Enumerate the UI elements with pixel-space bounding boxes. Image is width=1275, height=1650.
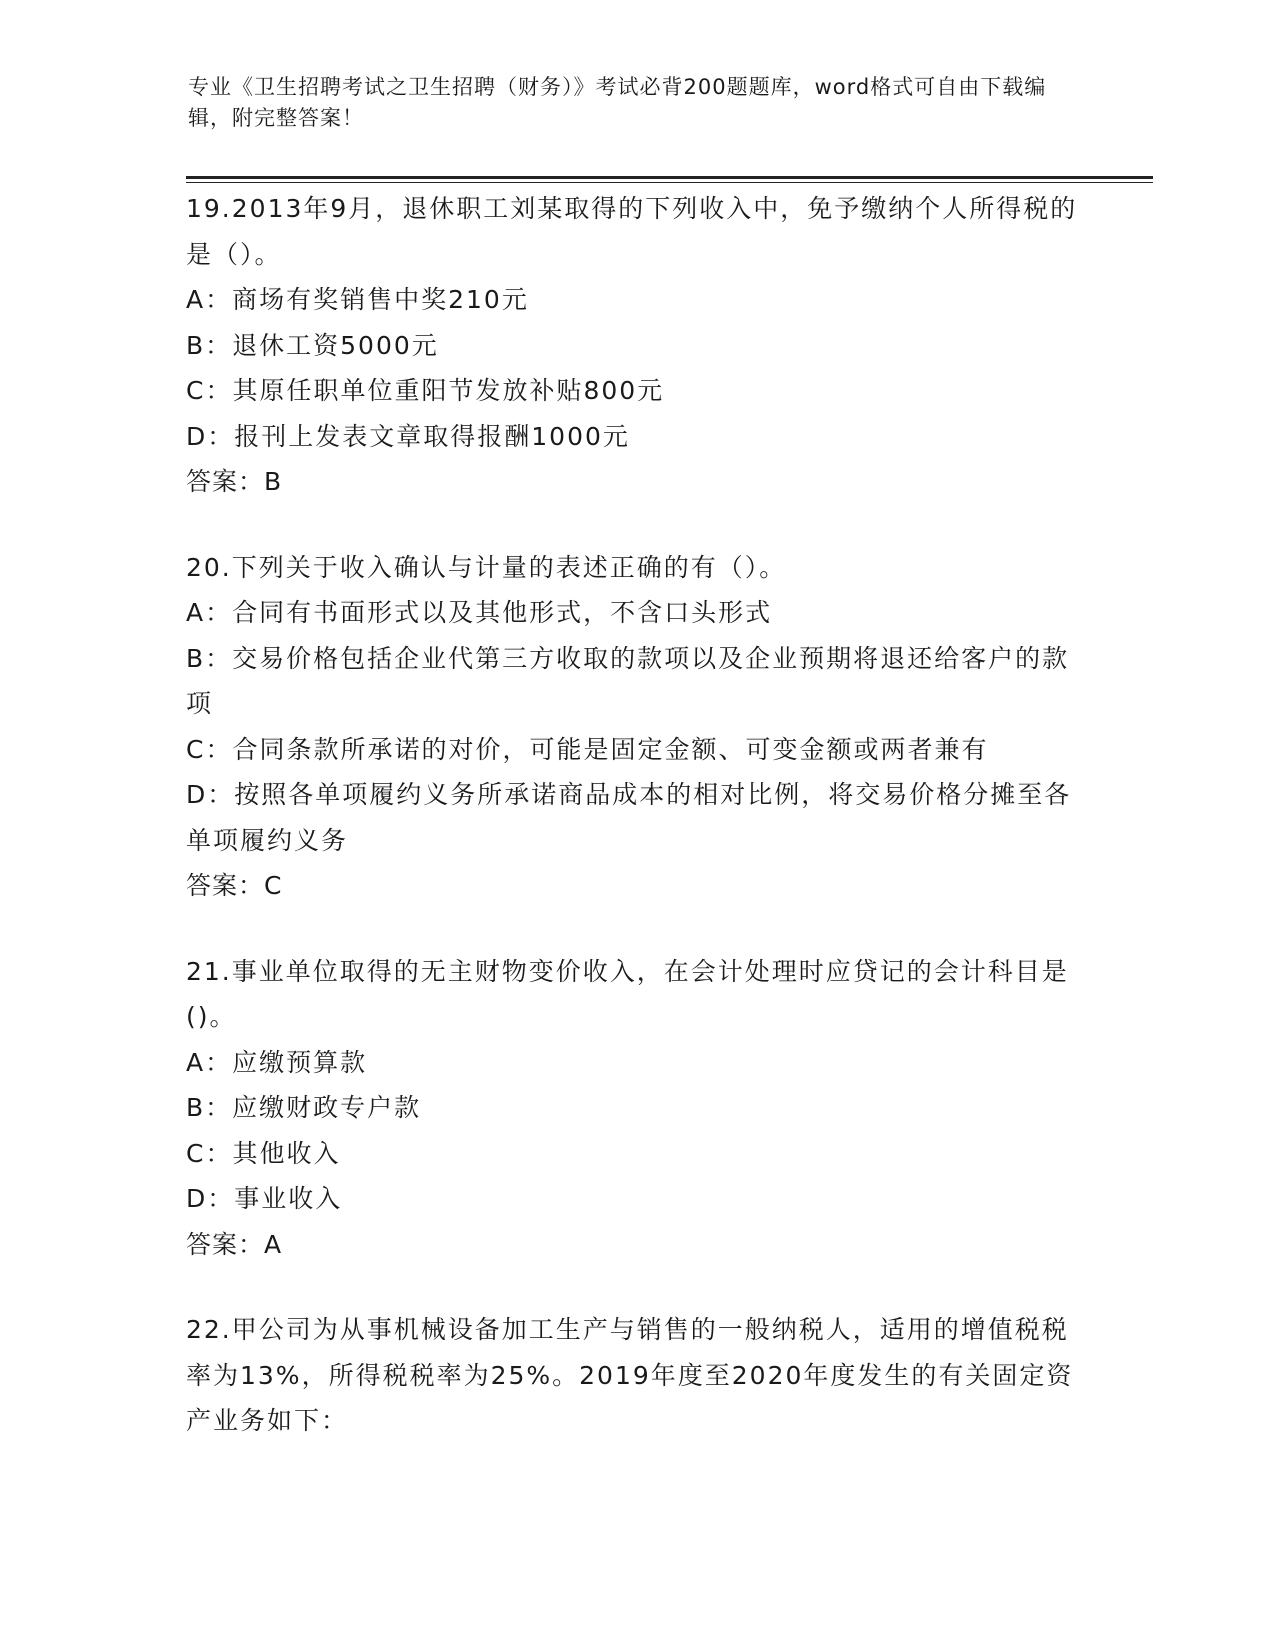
option-a: A：应缴预算款 bbox=[186, 1047, 368, 1077]
header-divider-thin bbox=[186, 182, 1153, 183]
option-b: B：应缴财政专户款 bbox=[186, 1093, 422, 1122]
option-c: C：其原任职单位重阳节发放补贴800元 bbox=[186, 376, 665, 405]
option-c: C：其他收入 bbox=[186, 1138, 341, 1168]
question-stem: 21.事业单位取得的无主财物变价收入，在会计处理时应贷记的会计科目是()。 bbox=[186, 956, 1069, 1031]
document-header bbox=[188, 72, 1068, 134]
question-stem: 19.2013年9月，退休职工刘某取得的下列收入中，免予缴纳个人所得税的是（）。 bbox=[186, 194, 1078, 269]
option-d: D：事业收入 bbox=[186, 1184, 343, 1213]
question-21 bbox=[186, 949, 1091, 1268]
answer-line: 答案：A bbox=[186, 1229, 283, 1259]
header-divider-thick bbox=[186, 176, 1153, 179]
option-b: B：退休工资5000元 bbox=[186, 330, 439, 360]
answer-line: 答案：C bbox=[186, 871, 283, 900]
question-stem: 22.甲公司为从事机械设备加工生产与销售的一般纳税人，适用的增值税税率为13%，所得税税率为25%。2019年度至2020年度发生的有关固定资产业务如下： bbox=[186, 1315, 1074, 1435]
option-a: A：合同有书面形式以及其他形式，不含口头形式 bbox=[186, 598, 773, 627]
option-d: D：按照各单项履约义务所承诺商品成本的相对比例，将交易价格分摊至各单项履约义务 bbox=[186, 780, 1072, 855]
question-22 bbox=[186, 1307, 1091, 1444]
option-b: B：交易价格包括企业代第三方收取的款项以及企业预期将退还给客户的款项 bbox=[186, 643, 1070, 718]
question-stem: 20.下列关于收入确认与计量的表述正确的有（）。 bbox=[186, 552, 787, 582]
option-a: A：商场有奖销售中奖210元 bbox=[186, 285, 529, 314]
option-c: C：合同条款所承诺的对价，可能是固定金额、可变金额或两者兼有 bbox=[186, 734, 989, 764]
question-list bbox=[186, 186, 1091, 1444]
question-20 bbox=[186, 545, 1091, 909]
answer-line: 答案：B bbox=[186, 467, 283, 496]
option-d: D：报刊上发表文章取得报酬1000元 bbox=[186, 421, 630, 451]
question-19 bbox=[186, 186, 1091, 505]
document-title: 专业《卫生招聘考试之卫生招聘（财务）》考试必背200题题库，word格式可自由下载编辑，附完整答案！ bbox=[188, 75, 1047, 130]
